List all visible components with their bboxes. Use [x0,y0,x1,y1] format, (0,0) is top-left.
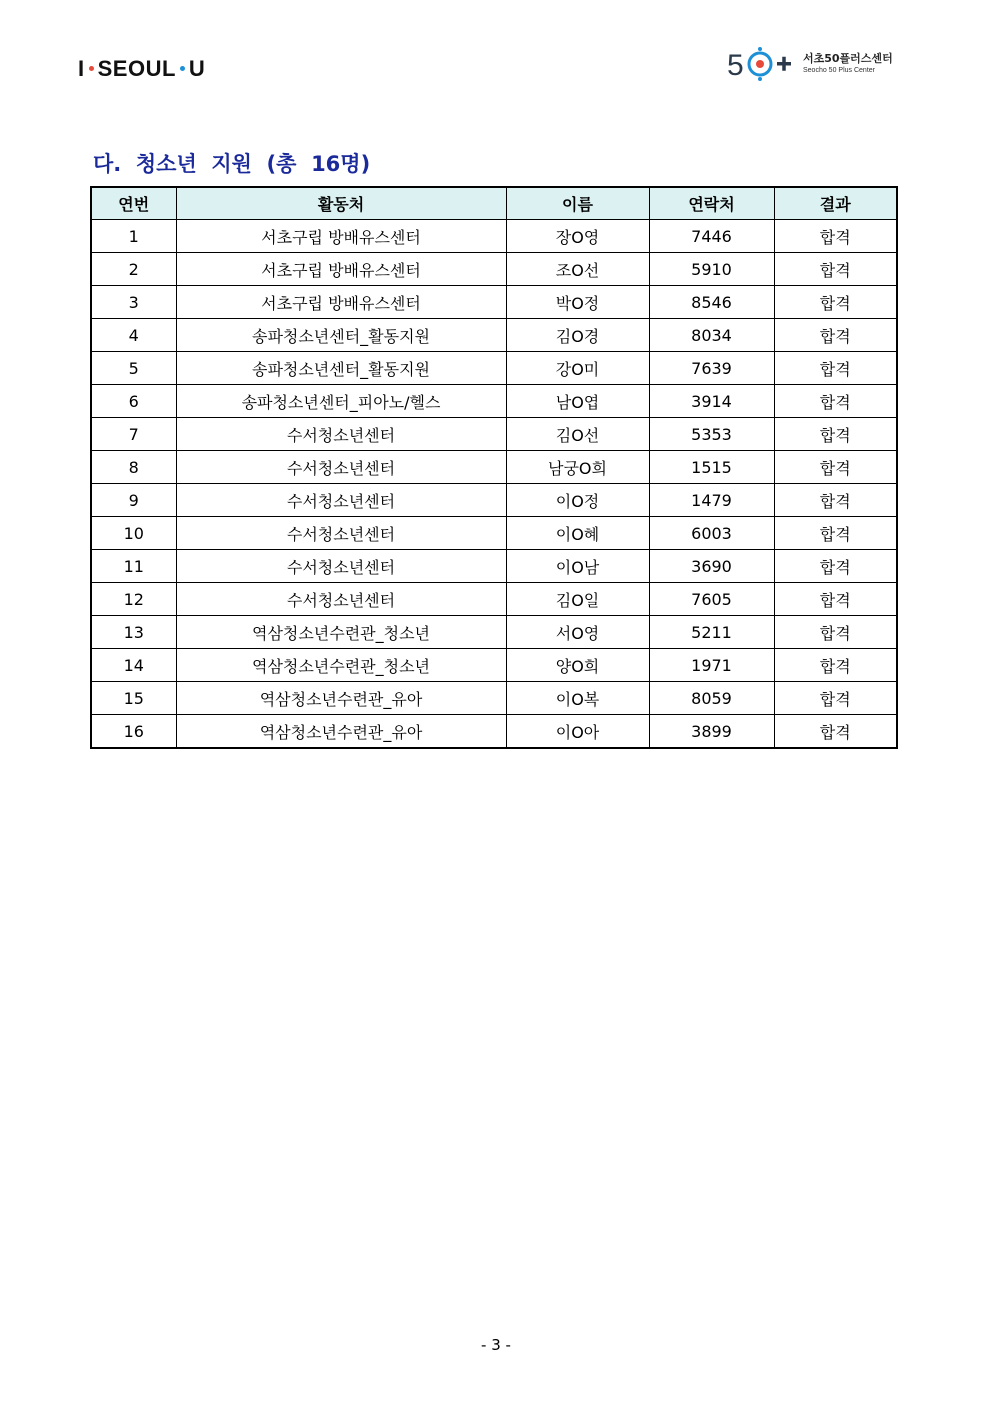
cell-number: 2 [91,253,176,286]
section-title: 다. 청소년 지원 (총 16명) [93,152,371,176]
cell-activity-place: 역삼청소년수련관_유아 [176,715,506,749]
cell-name: 박O정 [506,286,649,319]
cell-number: 12 [91,583,176,616]
seocho-50-plus-logo [727,45,893,81]
cell-number: 6 [91,385,176,418]
cell-result: 합격 [774,649,897,682]
cell-activity-place: 수서청소년센터 [176,583,506,616]
cell-contact: 6003 [649,517,774,550]
cell-result: 합격 [774,583,897,616]
cell-number: 16 [91,715,176,749]
cell-result: 합격 [774,451,897,484]
center-name-en: Seocho 50 Plus Center [803,66,875,74]
cell-activity-place: 송파청소년센터_활동지원 [176,319,506,352]
cell-name: 조O선 [506,253,649,286]
cell-result: 합격 [774,418,897,451]
table-row [91,715,897,749]
cell-result: 합격 [774,517,897,550]
table-header-row [91,187,897,220]
table-row [91,385,897,418]
cell-name: 남궁O희 [506,451,649,484]
cell-activity-place: 역삼청소년수련관_청소년 [176,649,506,682]
cell-name: 강O미 [506,352,649,385]
cell-name: 장O영 [506,220,649,253]
cell-name: 서O영 [506,616,649,649]
cell-result: 합격 [774,682,897,715]
cell-contact: 7446 [649,220,774,253]
cell-activity-place: 수서청소년센터 [176,484,506,517]
table-row [91,286,897,319]
cell-name: 이O혜 [506,517,649,550]
cell-name: 양O희 [506,649,649,682]
cell-result: 합격 [774,319,897,352]
seoul-logo: I SEOUL U [78,56,206,81]
table-row [91,253,897,286]
cell-result: 합격 [774,715,897,749]
cell-result: 합격 [774,484,897,517]
cell-name: 이O정 [506,484,649,517]
header-contact: 연락처 [649,187,774,220]
table-row [91,616,897,649]
cell-contact: 3690 [649,550,774,583]
cell-name: 남O엽 [506,385,649,418]
table-row [91,220,897,253]
header-activity-place: 활동처 [176,187,506,220]
cell-name: 김O선 [506,418,649,451]
cell-activity-place: 서초구립 방배유스센터 [176,286,506,319]
cell-contact: 8034 [649,319,774,352]
cell-activity-place: 수서청소년센터 [176,451,506,484]
cell-activity-place: 역삼청소년수련관_청소년 [176,616,506,649]
cell-number: 3 [91,286,176,319]
cell-contact: 8546 [649,286,774,319]
cell-result: 합격 [774,385,897,418]
header-number: 연번 [91,187,176,220]
cell-number: 7 [91,418,176,451]
cell-number: 9 [91,484,176,517]
header-result: 결과 [774,187,897,220]
table-row [91,550,897,583]
cell-activity-place: 서초구립 방배유스센터 [176,220,506,253]
cell-number: 1 [91,220,176,253]
table-row [91,682,897,715]
cell-number: 14 [91,649,176,682]
cell-number: 10 [91,517,176,550]
page-number: - 3 - [481,1336,511,1354]
cell-activity-place: 수서청소년센터 [176,418,506,451]
cell-activity-place: 수서청소년센터 [176,550,506,583]
cell-result: 합격 [774,550,897,583]
cell-name: 이O복 [506,682,649,715]
cell-number: 8 [91,451,176,484]
table-row [91,451,897,484]
cell-result: 합격 [774,253,897,286]
cell-number: 15 [91,682,176,715]
svg-text:5: 5 [727,49,744,81]
table-row [91,484,897,517]
cell-number: 5 [91,352,176,385]
cell-activity-place: 역삼청소년수련관_유아 [176,682,506,715]
cell-number: 11 [91,550,176,583]
cell-contact: 5353 [649,418,774,451]
cell-result: 합격 [774,220,897,253]
cell-result: 합격 [774,616,897,649]
table-row [91,649,897,682]
cell-name: 김O일 [506,583,649,616]
cell-contact: 7639 [649,352,774,385]
table-row [91,352,897,385]
table-row [91,319,897,352]
cell-contact: 3914 [649,385,774,418]
cell-contact: 1971 [649,649,774,682]
cell-result: 합격 [774,286,897,319]
cell-number: 13 [91,616,176,649]
table-row [91,418,897,451]
cell-contact: 8059 [649,682,774,715]
cell-contact: 5910 [649,253,774,286]
cell-activity-place: 서초구립 방배유스센터 [176,253,506,286]
cell-contact: 1479 [649,484,774,517]
cell-name: 김O경 [506,319,649,352]
cell-contact: 3899 [649,715,774,749]
youth-support-table [90,186,898,749]
table-row [91,517,897,550]
cell-result: 합격 [774,352,897,385]
cell-number: 4 [91,319,176,352]
cell-contact: 1515 [649,451,774,484]
fifty-plus-mark-icon [727,45,797,81]
cell-activity-place: 수서청소년센터 [176,517,506,550]
cell-contact: 7605 [649,583,774,616]
cell-activity-place: 송파청소년센터_피아노/헬스 [176,385,506,418]
header-name: 이름 [506,187,649,220]
cell-activity-place: 송파청소년센터_활동지원 [176,352,506,385]
cell-name: 이O아 [506,715,649,749]
table-row [91,583,897,616]
center-name-kr: 서초50플러스센터 [803,51,893,65]
cell-name: 이O남 [506,550,649,583]
cell-contact: 5211 [649,616,774,649]
